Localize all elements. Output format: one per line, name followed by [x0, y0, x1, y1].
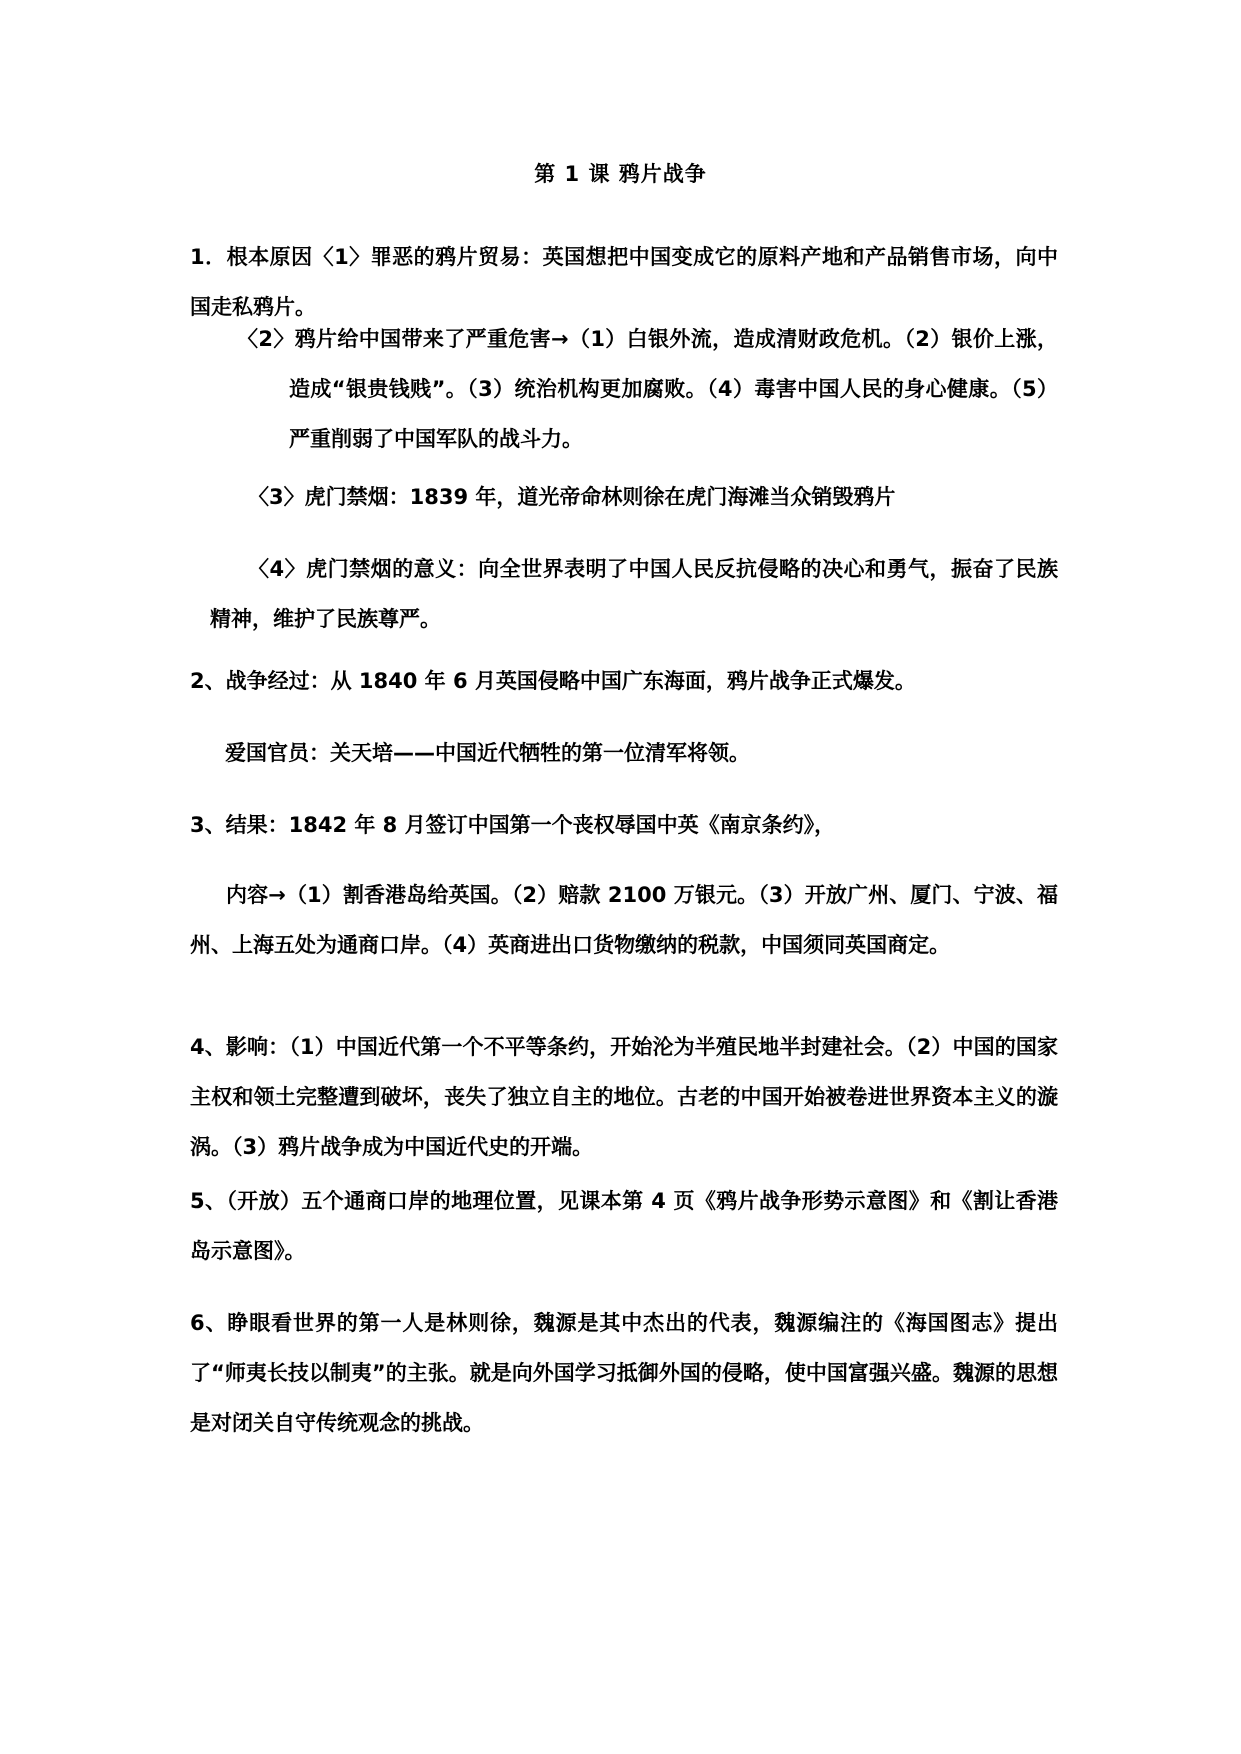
- paragraph-patriotic-official: 爱国官员：关天培——中国近代牺牲的第一位清军将领。: [225, 741, 750, 765]
- page-title: 第 1 课 鸦片战争: [534, 162, 707, 186]
- paragraph-opium-harm-text: 〈2〉鸦片给中国带来了严重危害→（1）白银外流，造成清财政危机。（2）银价上涨，造成“银贵钱贱”。（3）统治机构更加腐败。（4）毒害中国人民的身心健康。（5）严重削弱了中国军队的战斗力。: [237, 327, 1058, 451]
- paragraph-impact: 4、影响：（1）中国近代第一个不平等条约，开始沦为半殖民地半封建社会。（2）中国的国家主权和领土完整遭到破坏，丧失了独立自主的地位。古老的中国开始被卷进世界资本主义的漩涡。（3）鸦片战争成为中国近代史的开端。: [190, 1035, 1058, 1159]
- paragraph-result: 3、结果：1842 年 8 月签订中国第一个丧权辱国中英《南京条约》，: [190, 813, 836, 837]
- paragraph-humen-significance: [210, 544, 1058, 644]
- paragraph-humen-significance-text: 〈4〉虎门禁烟的意义：向全世界表明了中国人民反抗侵略的决心和勇气，振奋了民族精神，维护了民族尊严。: [210, 557, 1058, 631]
- paragraph-humen-ban: 〈3〉虎门禁烟：1839 年，道光帝命林则徐在虎门海滩当众销毁鸦片: [248, 485, 896, 509]
- paragraph-treaty-content: 内容→（1）割香港岛给英国。（2）赔款 2100 万银元。（3）开放广州、厦门、宁波、福州、上海五处为通商口岸。（4）英商进出口货物缴纳的税款，中国须同英国商定。: [190, 883, 1058, 957]
- paragraph-trade-ports: 5、（开放）五个通商口岸的地理位置，见课本第 4 页《鸦片战争形势示意图》和《割让香港岛示意图》。: [190, 1189, 1058, 1263]
- paragraph-opium-harm: [237, 314, 1058, 464]
- paragraph-root-cause: 1．根本原因〈1〉罪恶的鸦片贸易：英国想把中国变成它的原料产地和产品销售市场，向中国走私鸦片。: [190, 245, 1058, 319]
- paragraph-lin-zexu: 6、睁眼看世界的第一人是林则徐，魏源是其中杰出的代表，魏源编注的《海国图志》提出了“师夷长技以制夷”的主张。就是向外国学习抵御外国的侵略，使中国富强兴盛。魏源的思想是对闭关自守传统观念的挑战。: [190, 1311, 1058, 1435]
- paragraph-war-process: 2、战争经过：从 1840 年 6 月英国侵略中国广东海面，鸦片战争正式爆发。: [190, 669, 916, 693]
